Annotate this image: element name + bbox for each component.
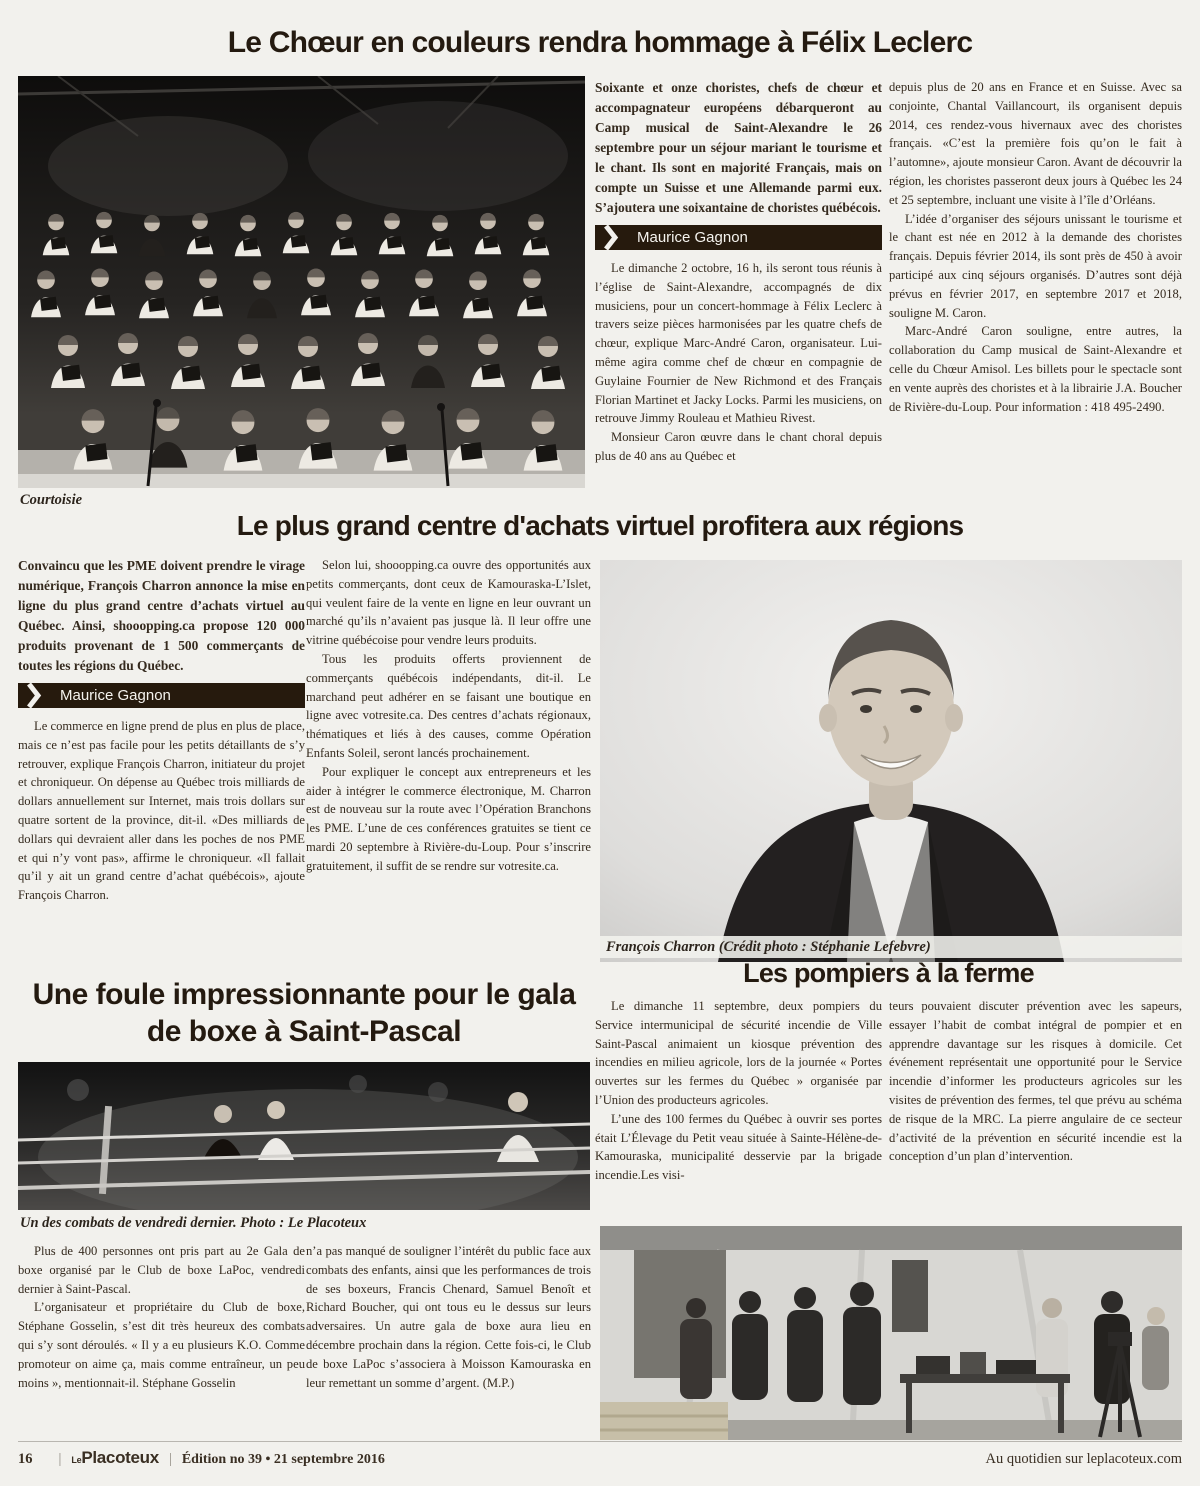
paragraph: depuis plus de 20 ans en France et en Suisse. Avec sa conjointe, Chantal Vaillancourt, ils organisent depuis 2014, ces rendez-vous hivernaux avec des choristes français. «C’est la première fois qu’on le fait à l’automne», ajoute monsieur Caron. Avant de découvrir la région, les choristes passeront deux jours à Québec les 24 et 25 septembre, incluant une visite à l’île d’Orléans.	[889, 80, 1182, 207]
shopping-lead: Convaincu que les PME doivent prendre le virage numérique, François Charron annonce la mise en ligne du plus grand centre d’achats virtuel au Québec. Ainsi, shooopping.ca propose 120 000 produits provenant de 1 500 commerçants de toutes les régions du Québec.	[18, 558, 305, 673]
choir-photo	[18, 76, 585, 488]
paragraph: teurs pouvaient discuter prévention avec les sapeurs, essayer l’habit de combat intégral de pompier et en apprendre davantage sur les risques à domicile. Cet événement représentait une opportunité pour le Service incendie d’informer les producteurs agricoles sur les visites de prévention des fermes, tel que prévu au schéma de risque de la MRC. La pierre angulaire de ce secteur d’activité de la prévention en sécurité incendie est la conception d’un plan d’intervention.	[889, 999, 1182, 1164]
boxing-column-1	[18, 1242, 305, 1392]
firefighters-photo	[600, 1226, 1182, 1440]
footer-tagline: Au quotidien sur leplacoteux.com	[985, 1451, 1182, 1467]
photo-caption-boxing: Un des combats de vendredi dernier. Photo : Le Placoteux	[20, 1215, 367, 1231]
boxing-column-2	[306, 1242, 591, 1392]
paragraph: L’une des 100 fermes du Québec à ouvrir ses portes était L’Élevage du Petit veau située à Sainte-Hélène-de-Kamouraska, municipalité desservie par la brigade incendie.Les visi-	[595, 1111, 882, 1183]
paragraph: Monsieur Caron œuvre dans le chant choral depuis plus de 40 ans au Québec et	[595, 430, 882, 463]
footer-left	[18, 1448, 385, 1468]
byline-label: Maurice Gagnon	[637, 229, 748, 246]
headline-shopping: Le plus grand centre d'achats virtuel profitera aux régions	[236, 510, 964, 541]
paragraph: Le commerce en ligne prend de plus en plus de place, mais ce n’est pas facile pour les petits détaillants de s’y retrouver, explique François Charron, initiateur du projet et chroniqueur. On dépense au Québec trois milliards de dollars annuellement sur Internet, mais trois dollars sur quatre sortent de la province, dit-il. «Des milliards de dollars qui devraient aller dans les poches de nos PME et qui n’y vont pas», affirme le chroniqueur. «Il fallait qu’il y ait un grand centre d’achat québécois», ajoute François Charron.	[18, 719, 305, 903]
page-number: 16	[18, 1451, 33, 1467]
fire-column-1	[595, 997, 882, 1185]
brand-prefix: Le	[71, 1455, 82, 1465]
paragraph: L’organisateur et propriétaire du Club de boxe, Stéphane Gosselin, s’est dit très heureux des combats qui s’y sont déroulés. « Il y a eu plusieurs K.O. Comme promoteur on aime ça, mais comme entraîneur, un peu moins », mentionnait-il. Stéphane Gosselin	[18, 1300, 305, 1390]
chevron-right-icon	[604, 225, 620, 254]
shopping-column-2	[306, 556, 591, 876]
boxing-photo	[18, 1062, 590, 1210]
headline-firefighters: Les pompiers à la ferme	[743, 958, 1034, 988]
photo-caption-charron: François Charron (Crédit photo : Stéphanie Lefebvre)	[600, 936, 1182, 958]
paragraph: L’idée d’organiser des séjours unissant le tourisme et le chant est née en 2012 à la demande des choristes français. Depuis février 2014, ils sont près de 450 à avoir participé aux cinq séjours organisés. D’autres sont déjà prévus en février 2017, en septembre 2017 et 2018, souligne M. Caron.	[889, 211, 1182, 320]
choir-lead: Soixante et onze choristes, chefs de chœur et accompagnateur européens débarqueront au Camp musical de Saint-Alexandre le 26 septembre pour un séjour mariant le tourisme et le chant. Ils sont en majorité Français, mais on compte un Suisse et une Allemande parmi eux. S’ajoutera une soixantaine de choristes québécois.	[595, 80, 882, 215]
paragraph: Le dimanche 11 septembre, deux pompiers du Service intermunicipal de sécurité incendie de Ville Saint-Pascal animaient un kiosque prévention des incendies en milieu agricole, lors de la journée « Portes ouvertes sur les fermes du Québec » organisée par l’Union des producteurs agricoles.	[595, 999, 882, 1107]
paragraph: Selon lui, shooopping.ca ouvre des opportunités aux petits commerçants, dont ceux de Kamouraska-L’Islet, qui veulent faire de la vente en ligne en leur ouvrant un marché qu’ils n’avaient pas jusque là. Il leur offre une vitrine québécoise pour vendre leurs produits.	[306, 558, 591, 648]
paragraph: Plus de 400 personnes ont pris part au 2e Gala de boxe organisé par le Club de boxe LaPoc, vendredi dernier à Saint-Pascal.	[18, 1244, 305, 1296]
paragraph: n’a pas manqué de souligner l’intérêt du public face aux combats des enfants, ainsi que les performances de trois de ses boxeurs, Francis Chenard, Samuel Benoît et Richard Boucher, qui ont tous eu le dessus sur leurs adversaires. Un autre gala de boxe aura lieu en décembre prochain dans la région. Cette fois-ci, le Club de boxe LaPoc s’associera à Moisson Kamouraska en leur remettant un somme d’argent. (M.P.)	[306, 1244, 591, 1390]
headline-choir: Le Chœur en couleurs rendra hommage à Félix Leclerc	[227, 26, 973, 59]
page-footer	[18, 1441, 1182, 1468]
chevron-right-icon	[27, 683, 43, 712]
paragraph: Le dimanche 2 octobre, 16 h, ils seront tous réunis à l’église de Saint-Alexandre, accompagnés de dix musiciens, pour un concert-hommage à Félix Leclerc à travers seize pièces harmonisées par les quatre chefs de chœur, explique Marc-André Caron, organisateur. Lui-même agira comme chef de chœur en compagnie de Guylaine Fournier de New Richmond et des Français Florian Martinet et Jacky Locks. Parmi les musiciens, on retrouve Jimmy Rouleau et Mathieu Rivest.	[595, 261, 882, 426]
footer-separator: |	[58, 1451, 62, 1467]
footer-separator: |	[168, 1451, 172, 1467]
brand-logo	[71, 1448, 159, 1468]
choir-column-1	[595, 78, 882, 466]
charron-photo	[600, 560, 1182, 962]
headline-boxing: Une foule impressionnante pour le gala de boxe à Saint-Pascal	[32, 978, 576, 1048]
choir-column-2	[889, 78, 1182, 416]
fire-column-2	[889, 997, 1182, 1166]
paragraph: Marc-André Caron souligne, entre autres, la collaboration du Camp musical de Saint-Alexandre et celle du Chœur Amisol. Les billets pour le spectacle sont en vente auprès des choristes et à la librairie J.A. Boucher de Rivière-du-Loup. Pour information : 418 495-2490.	[889, 324, 1182, 414]
paragraph: Pour expliquer le concept aux entrepreneurs et les aider à intégrer le commerce électronique, M. Charron est de nouveau sur la route avec l’Opération Branchons les PME. L’une de ces conférences gratuites se tient ce mardi 20 septembre à Rivière-du-Loup. Pour s’inscrire gratuitement, il suffit de se rendre sur votresite.ca.	[306, 764, 591, 873]
byline-label: Maurice Gagnon	[60, 687, 171, 704]
byline-maurice-gagnon	[595, 225, 882, 250]
photo-caption-choir: Courtoisie	[20, 492, 83, 508]
edition-label: Édition no 39 • 21 septembre 2016	[181, 1452, 385, 1467]
paragraph: Tous les produits offerts proviennent de commerçants québécois indépendants, dit-il. Le marchand peut adhérer en se faisant une boutique en ligne avec votresite.ca. Des centres d’achats régionaux, thématiques et liés à des causes, comme Opération Enfants Soleil, seront lancés prochainement.	[306, 651, 591, 760]
byline-maurice-gagnon	[18, 683, 305, 708]
shopping-column-1	[18, 556, 305, 905]
brand-name: Placoteux	[81, 1448, 159, 1467]
